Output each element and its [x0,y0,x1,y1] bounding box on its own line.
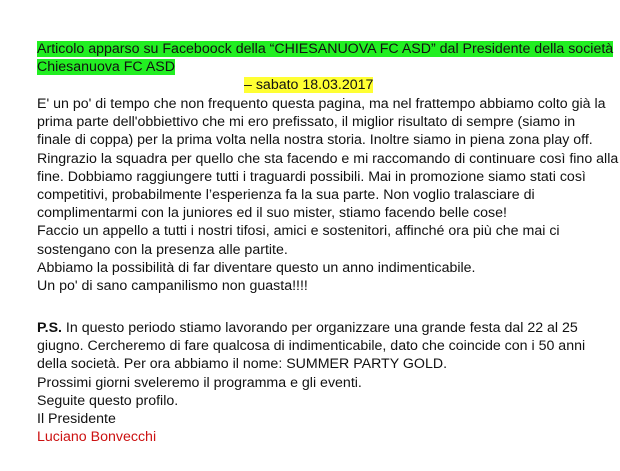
body-line: competitivi, probabilmente l’esperienza fa la sua parte. Non voglio tralasciare di [37,187,535,204]
body-line: prima parte dell'obbiettivo che mi ero prefissato, il miglior risultato di sempre (siamo in [37,114,576,131]
body-line: Abbiamo la possibilità di far diventare questo un anno indimenticabile. [37,259,476,276]
signature: Luciano Bonvecchi [37,429,157,446]
body-line: fine. Dobbiamo raggiungere tutti i traguardi possibili. Mai in promozione siamo stati così [37,168,586,185]
postscript [37,319,597,446]
header-line-1: Articolo apparso su Faceboock della “CHIESANUOVA FC ASD” dal Presidente della società [37,41,614,57]
ps-label: P.S. [37,320,62,336]
body-line: Faccio un appello a tutti i nostri tifosi, amici e sostenitori, affinché ora più che mai ci [37,223,560,240]
body-line: E' un po' di tempo che non frequento questa pagina, ma nel frattempo abbiamo colto già la [37,96,606,112]
article-body [37,95,619,295]
body-line: sostengano con la presenza alle partite. [37,241,288,258]
header-line-2: Chiesanuova FC ASD [37,59,176,76]
header-date: – sabato 18.03.2017 [244,77,374,94]
ps-line: Il Presidente [37,411,116,428]
body-line: Ringrazio la squadra per quello che sta facendo e mi raccomando di continuare così fino alla [37,150,619,167]
body-line: Un po' di sano campanilismo non guasta!!!! [37,278,308,295]
article-header [37,40,614,95]
body-line: finale di coppa) per la prima volta nella nostra storia. Inoltre siamo in piena zona play off. [37,132,593,149]
body-line: complimentarmi con la juniores ed il suo mister, stiamo facendo belle cose! [37,205,507,222]
ps-line: Prossimi giorni sveleremo il programma e gli eventi. [37,374,362,391]
ps-line: Seguite questo profilo. [37,392,179,409]
ps-first-line: In questo periodo stiamo lavorando per organizzare una grande festa dal 22 al 25 [61,320,578,336]
ps-line: giugno. Cercheremo di fare qualcosa di indimenticabile, dato che coincide con i 50 anni [37,338,586,355]
ps-line: della società. Per ora abbiamo il nome: SUMMER PARTY GOLD. [37,356,448,373]
